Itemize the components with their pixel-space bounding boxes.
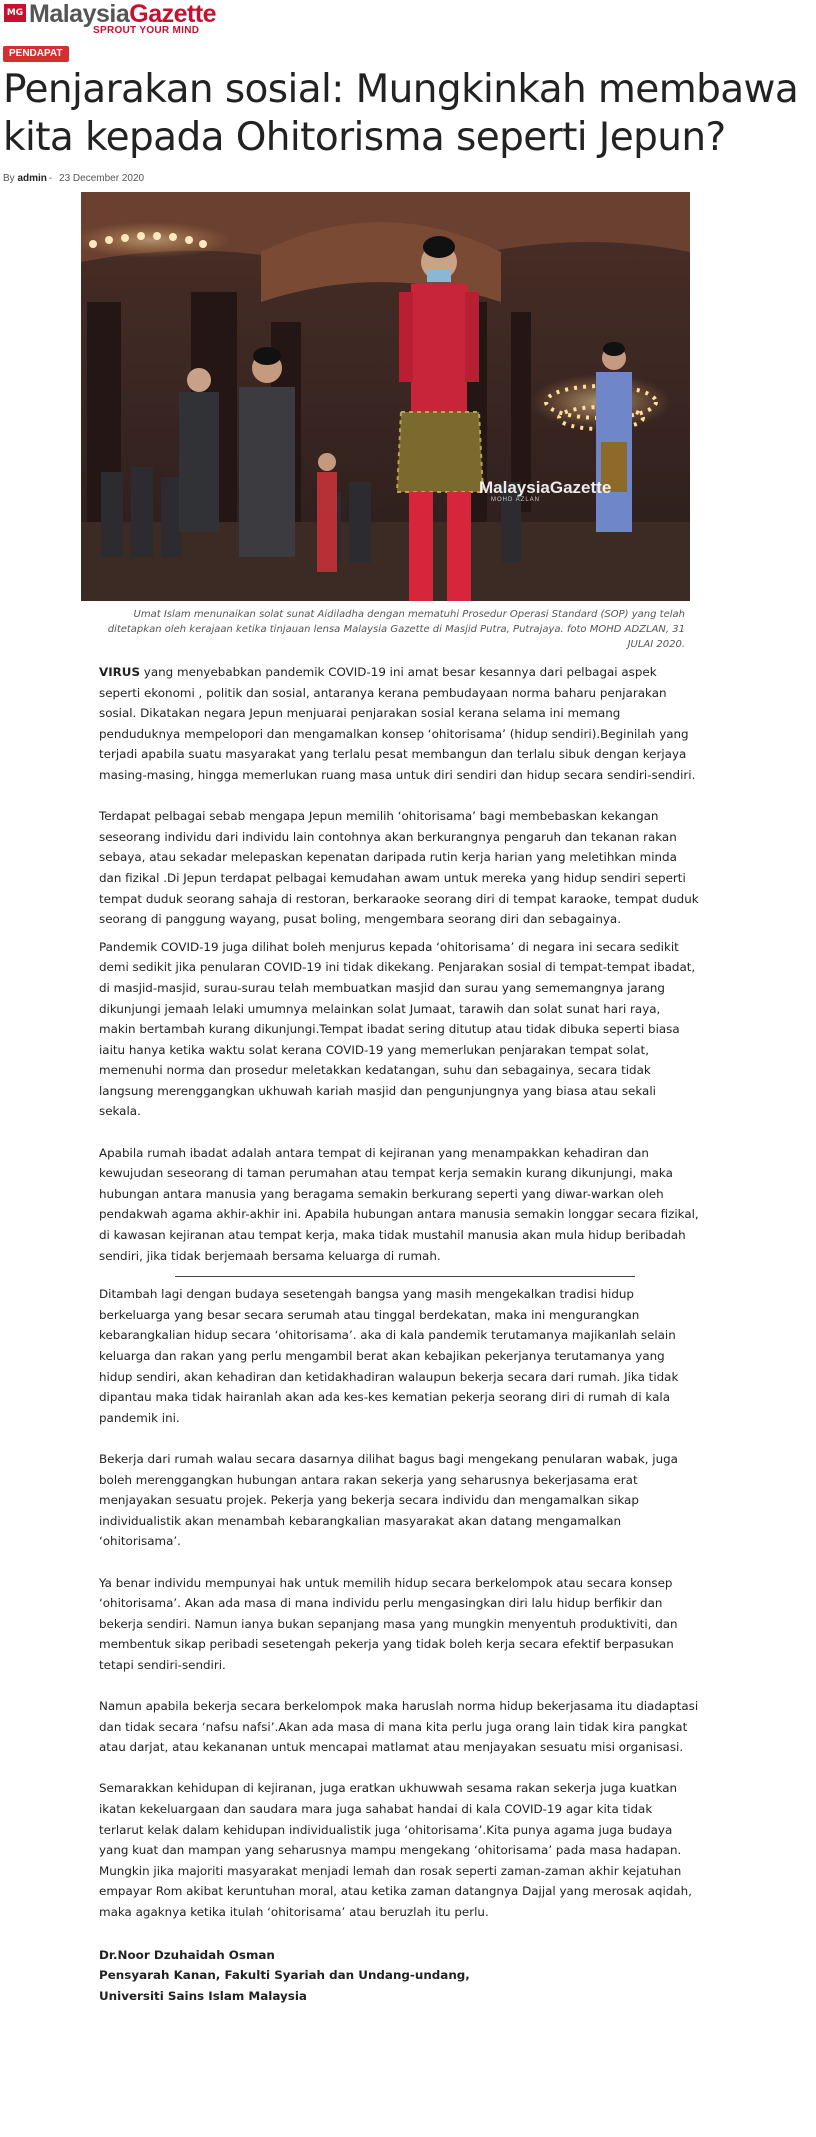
site-header — [0, 0, 816, 40]
paragraph-2: Terdapat pelbagai sebab mengapa Jepun memilih ‘ohitorisama’ bagi membebaskan kekangan seseorang individu dari individu lain contohnya akan berkurangnya pengaruh dan tekanan rakan sebaya, atau sekadar melepaskan kepenatan daripada rutin kerja harian yang meletihkan minda dan fizikal .Di Jepun terdapat pelbagai kemudahan awam untuk mereka yang hidup sendiri seperti tempat duduk seorang sahaja di restoran, berkaraoke seorang diri di tempat karaoke, tempat duduk seorang di panggung wayang, pusat boling, mengembara seorang diri dan sebagainya. — [99, 809, 699, 927]
publish-date: 23 December 2020 — [59, 173, 145, 184]
image-watermark-credit: MOHD AZLAN — [491, 497, 541, 503]
paragraph-7: Ya benar individu mempunyai hak untuk memilih hidup secara berkelompok atau secara konsep ‘ohitorisama’. Akan ada masa di mana individu perlu mengasingkan diri lalu hidup berfikir dan bekerja sendiri. Namun ianya bukan sepanjang masa yang mungkin menyentuh produktiviti, dan membentuk sikap peribadi sesetengah pekerja yang tidak boleh kerja secara efektif berpasukan tetapi sendiri-sendiri. — [99, 1575, 678, 1672]
byline-prefix: By — [3, 173, 15, 184]
logo-word-gazette: Gazette — [129, 0, 217, 28]
author-signature — [99, 1945, 699, 2007]
section-divider — [175, 1276, 635, 1277]
site-logo[interactable] — [4, 2, 244, 38]
article-title: Penjarakan sosial: Mungkinkah membawa kita kepada Ohitorisma seperti Jepun? — [3, 67, 799, 160]
lead-word: VIRUS — [99, 665, 141, 679]
paragraph-4: Apabila rumah ibadat adalah antara tempat di kejiranan yang menampakkan kehadiran dan kewujudan seseorang di taman perumahan atau tempat kerja semakin kurang dikunjungi, maka hubungan antara manusia yang beragama semakin berkurang seperti yang diwar-warkan oleh pendakwah agama akhir-akhir ini. Apabila hubungan antara manusia semakin longgar secara fizikal, di kawasan kejiranan atau tempat kerja, maka tidak mustahil manusia akan mula hidup beribadah sendiri, jika tidak berjemaah bersama keluarga di rumah. — [99, 1145, 699, 1263]
paragraph-6: Bekerja dari rumah walau secara dasarnya dilihat bagus bagi mengekang penularan wabak, juga boleh merenggangkan hubungan antara rakan sekerja yang seharusnya bekerjasama erat menjayakan sesuatu projek. Pekerja yang bekerja secara individu dan mengamalkan sikap individualistik akan menambah kebarangkalian masyarakat akan datang mengamalkan ‘ohitorisama’. — [99, 1451, 678, 1549]
paragraph-8: Namun apabila bekerja secara berkelompok maka haruslah norma hidup bekerjasama itu diadaptasi dan tidak secara ‘nafsu nafsi’.Akan ada masa di mana kita perlu juga orang lain tidak kira pangkat atau darjat, atau kekananan untuk mencapai matlamat atau menjayakan sesuatu misi organisasi. — [99, 1699, 699, 1755]
paragraph-3: Pandemik COVID-19 juga dilihat boleh menjurus kepada ‘ohitorisama’ di negara ini secara sedikit demi sedikit jika penularan COVID-19 ini tidak dikekang. Penjarakan sosial di tempat-tempat ibadat, di masjid-masjid, surau-surau telah membuatkan masjid dan surau yang sememangnya jarang dikunjungi jemaah lelaki umumnya melainkan solat Jumaat, tarawih dan solat sunat hari raya, makin bertambah kurang dikunjungi.Tempat ibadat sering ditutup atau tidak dibuka seperti biasa iaitu hanya ketika waktu solat kerana COVID-19 yang memerlukan penjarakan tempat solat, memenuhi norma dan prosedur meletakkan kedatangan, suhu dan sebagainya, secara tidak langsung merenggangkan ukhuwah kariah masjid dan pengunjungnya yang biasa atau sekali sekala. — [99, 939, 696, 1119]
article-featured-image — [81, 192, 690, 601]
paragraph-9: Semarakkan kehidupan di kejiranan, juga eratkan ukhuwwah sesama rakan sekerja juga kuatkan ikatan kekeluargaan dan saudara mara juga sahabat handai di kala COVID-19 agar kita tidak terlarut kelak dalam kehidupan individualistik juga ‘ohitorisama’.Kita punya agama juga budaya yang kuat dan mampan yang seharusnya mampu mengekang ‘ohitorisama’ pada masa hadapan. Mungkin jika majoriti masyarakat menjadi lemah dan rosak seperti zaman-zaman akhir kejatuhan empayar Rom akibat keruntuhan moral, atau ketika zaman datangnya Dajjal yang merosak aqidah, maka agaknya ketika itulah ‘ohitorisama’ atau beruzlah itu perlu. — [99, 1781, 692, 1920]
image-caption: Umat Islam menunaikan solat sunat Aidiladha dengan mematuhi Prosedur Operasi Standard (SOP) yang telah ditetapkan oleh kerajaan ketika tinjauan lensa Malaysia Gazette di Masjid Putra, Putrajaya. foto MOHD ADZLAN, 31 JULAI 2020. — [107, 609, 685, 650]
image-watermark: MalaysiaGazette — [479, 478, 612, 497]
signature-role: Pensyarah Kanan, Fakulti Syariah dan Undang-undang, — [99, 1968, 470, 1983]
logo-tagline: SPROUT YOUR MIND — [93, 25, 200, 36]
article-body — [99, 662, 699, 2006]
paragraph-1-text: yang menyebabkan pandemik COVID-19 ini amat besar kesannya dari pelbagai aspek seperti ekonomi , politik dan sosial, antaranya kerana pembudayaan norma baharu penjarakan sosial. Dikatakan negara Jepun menjuarai penjarakan sosial kerana selama ini memang penduduknya mempelopori dan mengamalkan konsep ‘ohitorisama’ (hidup sendiri).Beginilah yang terjadi apabila suatu masyarakat yang terlalu pesat membangun dan terlalu sibuk dengan kerjaya masing-masing, hingga memerlukan ruang masa untuk diri sendiri dan hidup secara sendiri-sendiri. — [99, 665, 696, 782]
category-badge[interactable]: PENDAPAT — [3, 46, 69, 62]
signature-organization: Universiti Sains Islam Malaysia — [99, 1988, 307, 2003]
logo-badge: MG — [4, 4, 26, 22]
logo-word-malaysia: Malaysia — [29, 0, 130, 28]
paragraph-1 — [99, 662, 699, 786]
byline — [3, 173, 144, 184]
author-link[interactable]: admin — [17, 173, 47, 184]
mosque-prayer-photo — [81, 192, 690, 601]
paragraph-5: Ditambah lagi dengan budaya sesetengah bangsa yang masih mengekalkan tradisi hidup berkeluarga yang besar secara serumah atau tinggal berdekatan, maka ini mengurangkan kebarangkalian hidup secara ‘ohitorisama’. aka di kala pandemik terutamanya majikanlah selain keluarga dan rakan yang perlu mengambil berat akan kebajikan pekerjanya terutamanya yang hidup sendiri, akan kehadiran dan ketidakhadiran walaupun bekerja secara dari rumah. Jika tidak dipantau maka tidak hairanlah akan ada kes-kes kematian pekerja seorang diri di rumah di kala pandemik ini. — [99, 1287, 679, 1425]
signature-name: Dr.Noor Dzuhaidah Osman — [99, 1947, 275, 1962]
byline-dash: - — [48, 173, 53, 184]
